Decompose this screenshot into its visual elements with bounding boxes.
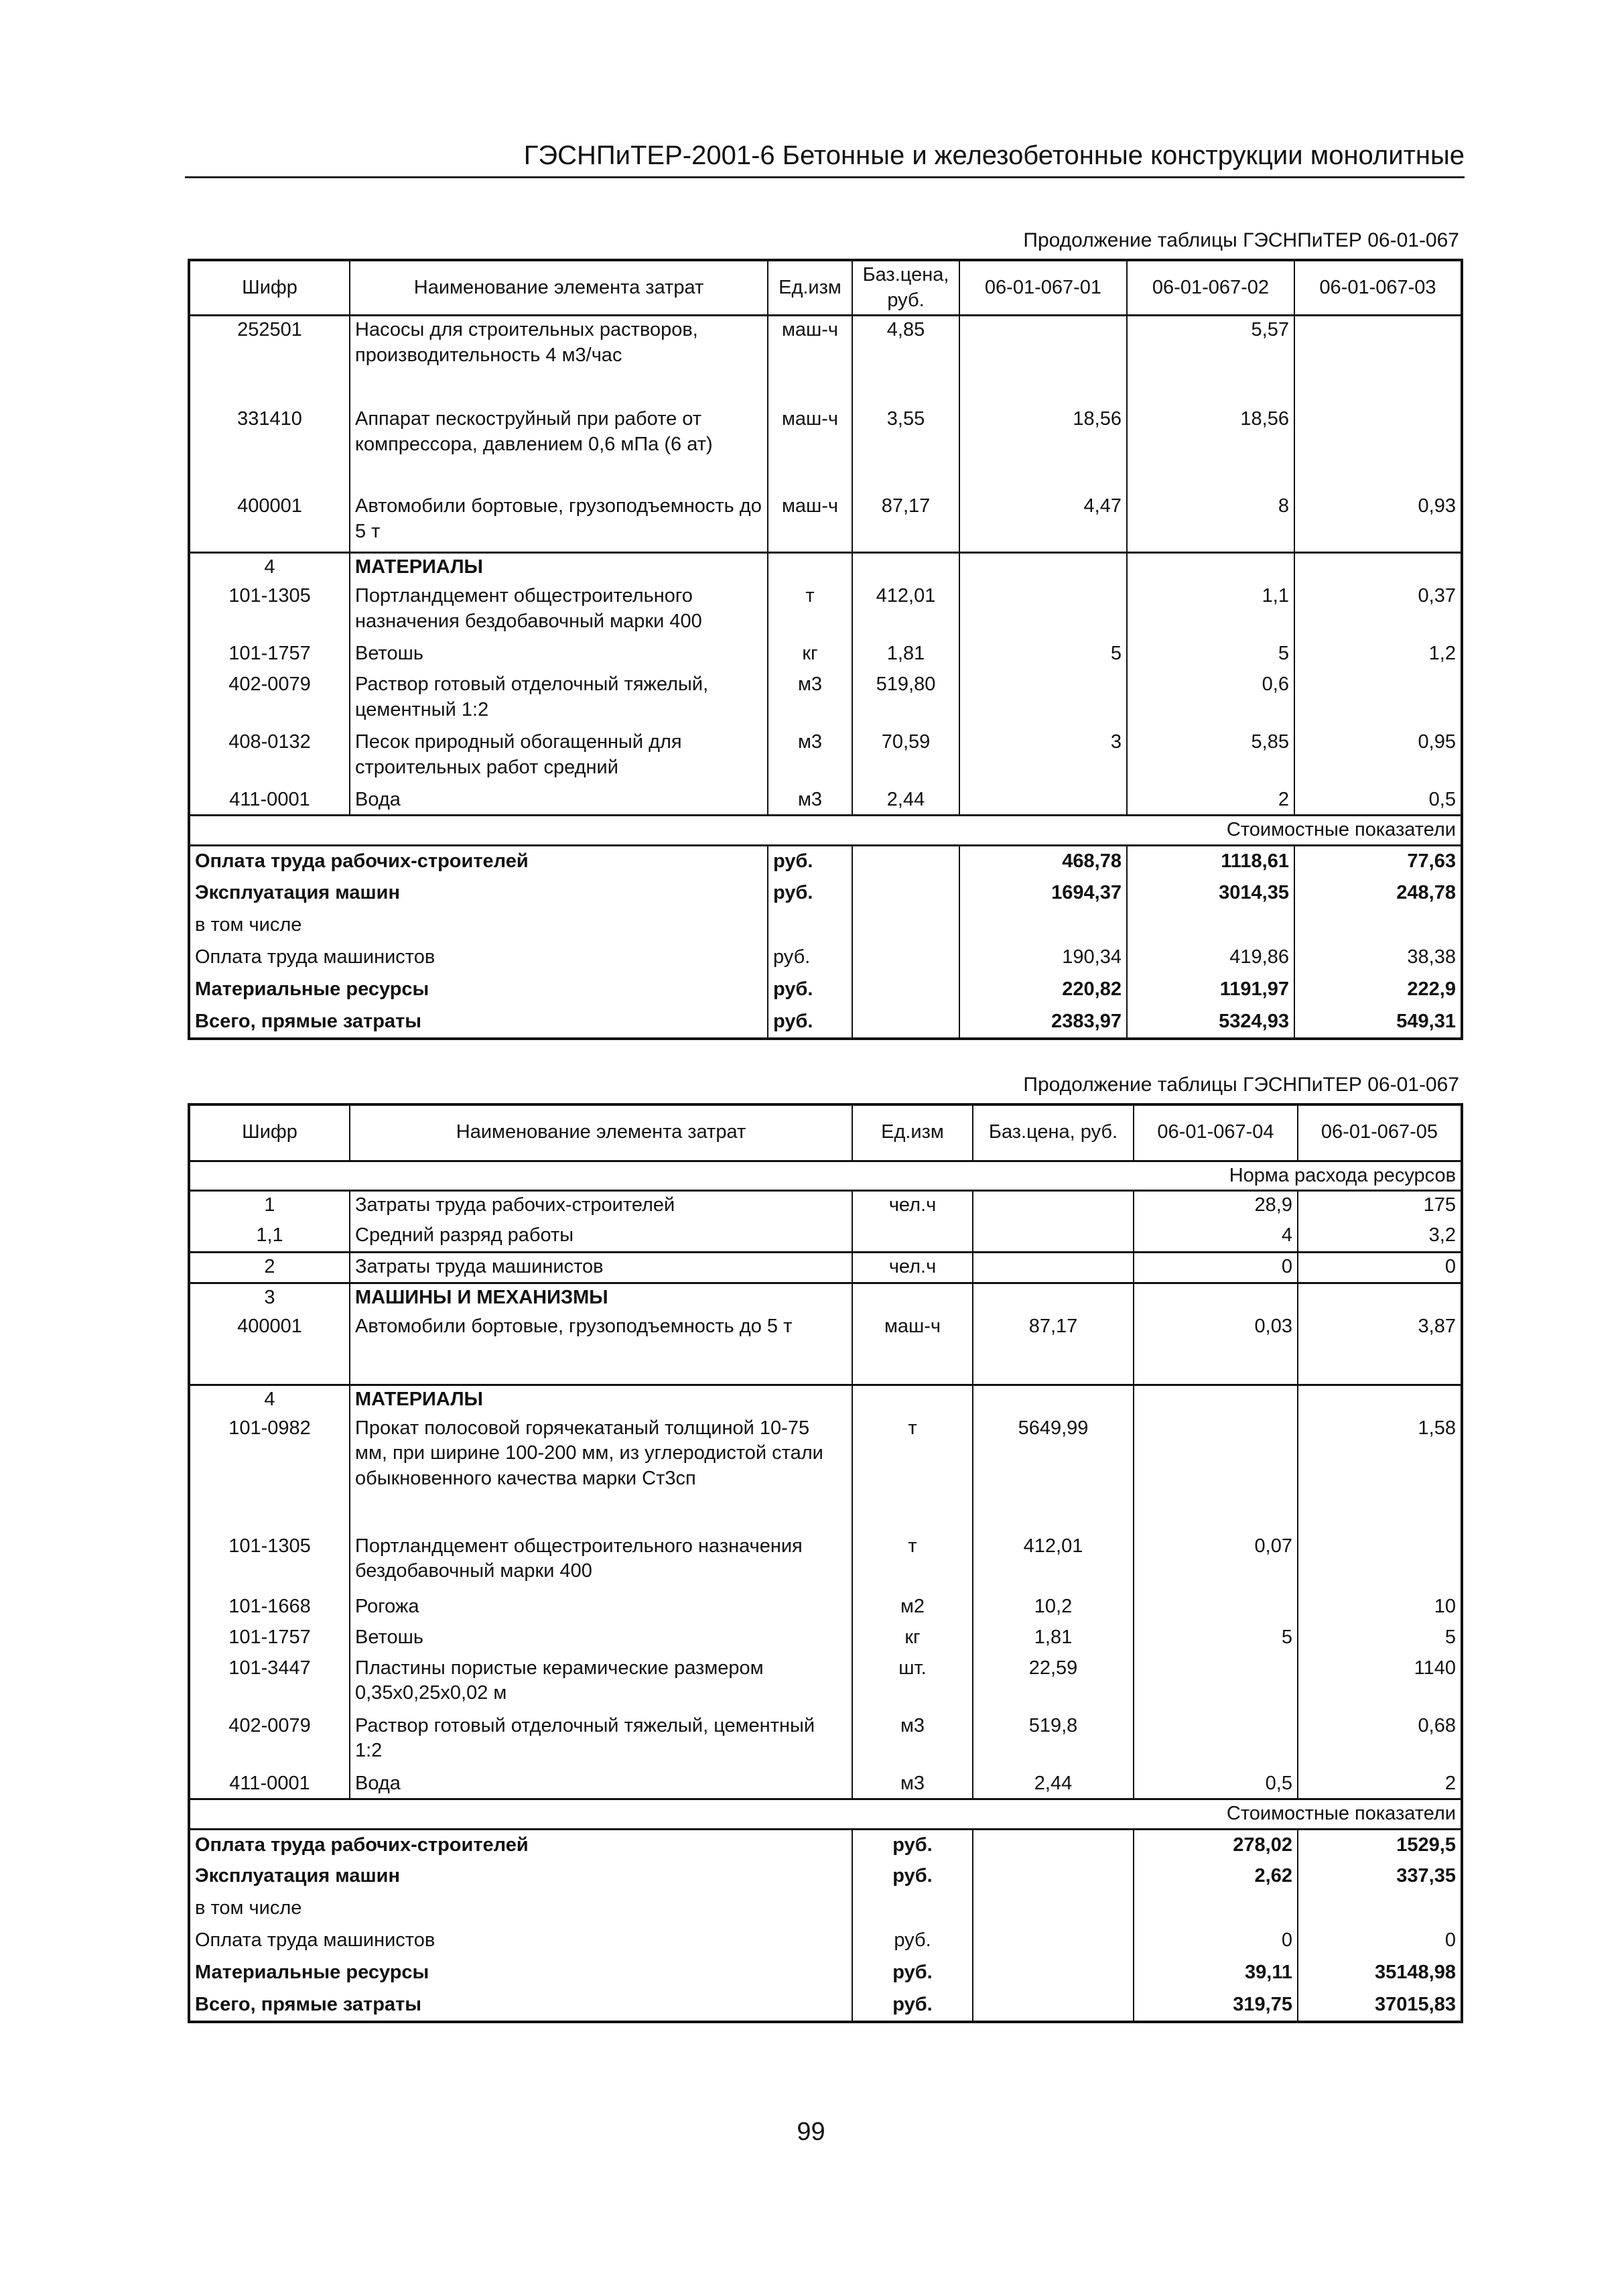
unit-cell: кг xyxy=(852,1624,973,1655)
value-cell: 1140 xyxy=(1298,1655,1462,1712)
empty-cell xyxy=(852,942,959,974)
cost-label: Оплата труда рабочих-строителей xyxy=(195,1834,529,1856)
name-cell: Портландцемент общестроительного назначения бездобавочный марки 400 xyxy=(350,582,768,640)
cost-label: Всего, прямые затраты xyxy=(195,1994,422,2016)
value-cell: 319,75 xyxy=(1134,1990,1298,2022)
cost-label: Материальные ресурсы xyxy=(195,1962,429,1984)
value-cell: 1118,61 xyxy=(1127,846,1294,878)
name-cell: Вода xyxy=(350,786,768,816)
page-number: 99 xyxy=(797,2118,825,2146)
code-cell: 408-0132 xyxy=(189,728,350,786)
section-label-row xyxy=(189,816,1462,846)
cost-label: Материальные ресурсы xyxy=(195,978,429,1000)
name-cell: Средний разряд работы xyxy=(350,1222,852,1253)
unit-cell: чел.ч xyxy=(852,1191,973,1222)
price-cell: 3,55 xyxy=(852,405,959,493)
code-cell: 101-0982 xyxy=(189,1415,350,1533)
value-cell: 77,63 xyxy=(1294,846,1462,878)
section-row xyxy=(189,553,1462,582)
value-cell: 468,78 xyxy=(959,846,1127,878)
name-cell: Прокат полосовой горячекатаный толщиной 10-75 мм, при ширине 100-200 мм, из углеродистой стали обыкновенного качества марки Ст3сп xyxy=(350,1415,852,1533)
value-cell: 18,56 xyxy=(1127,405,1294,493)
table1-caption: Продолжение таблицы ГЭСНПиТЕР 06-01-067 xyxy=(1023,229,1459,251)
page-header: ГЭСНПиТЕР-2001-6 Бетонные и железобетонные конструкции монолитные xyxy=(185,141,1465,178)
value-cell: 0 xyxy=(1298,1925,1462,1958)
unit-cell: маш-ч xyxy=(852,1313,973,1385)
unit-cell: руб. xyxy=(768,1007,852,1039)
empty-cell xyxy=(973,1283,1134,1313)
empty-cell xyxy=(852,1007,959,1039)
unit-cell: руб. xyxy=(768,846,852,878)
value-cell: 0,07 xyxy=(1134,1533,1298,1593)
code-cell: 331410 xyxy=(189,405,350,493)
value-cell: 3,2 xyxy=(1298,1222,1462,1253)
unit-cell: руб. xyxy=(852,1829,973,1861)
code-cell: 411-0001 xyxy=(189,1770,350,1799)
table2-caption: Продолжение таблицы ГЭСНПиТЕР 06-01-067 xyxy=(1023,1074,1459,1096)
col-header: 06-01-067-03 xyxy=(1294,260,1462,316)
unit-cell: маш-ч xyxy=(768,316,852,405)
col-header: Наименование элемента затрат xyxy=(350,260,768,316)
cost-row xyxy=(189,1829,1462,1861)
unit-cell xyxy=(768,910,852,942)
code-cell: 101-1757 xyxy=(189,1624,350,1655)
empty-cell xyxy=(973,1990,1134,2022)
value-cell: 0,6 xyxy=(1127,671,1294,728)
value-cell: 278,02 xyxy=(1134,1829,1298,1861)
price-cell: 70,59 xyxy=(852,728,959,786)
norm-section-label: Норма расхода ресурсов xyxy=(189,1161,1462,1191)
col-header: Ед.изм xyxy=(852,1104,973,1161)
code-cell: 400001 xyxy=(189,493,350,553)
unit-cell: т xyxy=(852,1533,973,1593)
value-cell: 35148,98 xyxy=(1298,1958,1462,1990)
table-row xyxy=(189,493,1462,553)
price-cell: 519,8 xyxy=(973,1712,1134,1770)
empty-cell xyxy=(1294,553,1462,582)
value-cell xyxy=(1134,1893,1298,1925)
value-cell: 5 xyxy=(1127,640,1294,671)
col-header: 06-01-067-02 xyxy=(1127,260,1294,316)
empty-cell xyxy=(973,1893,1134,1925)
table-row xyxy=(189,582,1462,640)
cost-row xyxy=(189,878,1462,910)
name-cell: Раствор готовый отделочный тяжелый, цементный 1:2 xyxy=(350,1712,852,1770)
unit-cell: руб. xyxy=(768,942,852,974)
name-cell: Ветошь xyxy=(350,1624,852,1655)
value-cell: 1,2 xyxy=(1294,640,1462,671)
unit-cell: т xyxy=(768,582,852,640)
price-cell: 412,01 xyxy=(973,1533,1134,1593)
col-header: Ед.изм xyxy=(768,260,852,316)
value-cell: 5,57 xyxy=(1127,316,1294,405)
name-cell: Вода xyxy=(350,1770,852,1799)
unit-cell: руб. xyxy=(852,1925,973,1958)
cost-label: Оплата труда рабочих-строителей xyxy=(195,850,529,873)
price-cell: 5649,99 xyxy=(973,1415,1134,1533)
cost-row xyxy=(189,974,1462,1007)
empty-cell xyxy=(852,878,959,910)
table1 xyxy=(188,259,1463,1040)
empty-cell xyxy=(1298,1283,1462,1313)
value-cell: 190,34 xyxy=(959,942,1127,974)
table-row xyxy=(189,1593,1462,1624)
cost-label: Оплата труда машинистов xyxy=(195,1929,435,1952)
value-cell xyxy=(1294,910,1462,942)
value-cell: 5,85 xyxy=(1127,728,1294,786)
code-cell: 402-0079 xyxy=(189,1712,350,1770)
cost-label: Всего, прямые затраты xyxy=(195,1010,422,1032)
empty-cell xyxy=(1134,1385,1298,1415)
col-header: Наименование элемента затрат xyxy=(350,1104,852,1161)
unit-cell: м3 xyxy=(852,1770,973,1799)
section-label-row xyxy=(189,1161,1462,1191)
cost-section-label: Стоимостные показатели xyxy=(189,816,1462,846)
cost-row xyxy=(189,942,1462,974)
code-cell: 3 xyxy=(189,1283,350,1313)
value-cell: 0 xyxy=(1298,1253,1462,1283)
value-cell xyxy=(1294,405,1462,493)
code-cell: 2 xyxy=(189,1253,350,1283)
value-cell xyxy=(1134,1593,1298,1624)
unit-cell: м3 xyxy=(768,671,852,728)
value-cell: 5 xyxy=(1134,1624,1298,1655)
unit-cell: шт. xyxy=(852,1655,973,1712)
name-cell: Рогожа xyxy=(350,1593,852,1624)
table-row xyxy=(189,786,1462,816)
value-cell xyxy=(1294,316,1462,405)
cost-section-label: Стоимостные показатели xyxy=(189,1799,1462,1830)
value-cell: 2 xyxy=(1298,1770,1462,1799)
unit-cell xyxy=(852,1893,973,1925)
cost-row xyxy=(189,1958,1462,1990)
empty-cell xyxy=(973,1385,1134,1415)
unit-cell: руб. xyxy=(852,1861,973,1893)
code-cell: 101-1305 xyxy=(189,1533,350,1593)
col-header: 06-01-067-04 xyxy=(1134,1104,1298,1161)
empty-cell xyxy=(973,1861,1134,1893)
value-cell: 0,93 xyxy=(1294,493,1462,553)
value-cell: 1,58 xyxy=(1298,1415,1462,1533)
empty-cell xyxy=(852,974,959,1007)
value-cell xyxy=(959,316,1127,405)
value-cell: 37015,83 xyxy=(1298,1990,1462,2022)
value-cell: 419,86 xyxy=(1127,942,1294,974)
value-cell: 222,9 xyxy=(1294,974,1462,1007)
unit-cell: м2 xyxy=(852,1593,973,1624)
value-cell: 1191,97 xyxy=(1127,974,1294,1007)
value-cell: 220,82 xyxy=(959,974,1127,1007)
price-cell: 87,17 xyxy=(852,493,959,553)
code-cell: 4 xyxy=(189,553,350,582)
col-header: 06-01-067-01 xyxy=(959,260,1127,316)
cost-row xyxy=(189,1893,1462,1925)
value-cell: 337,35 xyxy=(1298,1861,1462,1893)
table1-header-row xyxy=(189,260,1462,316)
code-cell: 101-3447 xyxy=(189,1655,350,1712)
code-cell: 4 xyxy=(189,1385,350,1415)
table-row xyxy=(189,1253,1462,1283)
value-cell: 5 xyxy=(959,640,1127,671)
table-row xyxy=(189,728,1462,786)
empty-cell xyxy=(852,910,959,942)
col-header: Шифр xyxy=(189,1104,350,1161)
code-cell: 411-0001 xyxy=(189,786,350,816)
value-cell xyxy=(1134,1712,1298,1770)
table-row xyxy=(189,316,1462,405)
col-header: Баз.цена, руб. xyxy=(852,260,959,316)
unit-cell: м3 xyxy=(768,786,852,816)
value-cell: 0,5 xyxy=(1294,786,1462,816)
value-cell: 0 xyxy=(1134,1253,1298,1283)
unit-cell: м3 xyxy=(768,728,852,786)
table-row xyxy=(189,1533,1462,1593)
empty-cell xyxy=(852,846,959,878)
section-row xyxy=(189,1385,1462,1415)
value-cell xyxy=(959,786,1127,816)
unit-cell xyxy=(852,1222,973,1253)
price-cell: 4,85 xyxy=(852,316,959,405)
value-cell: 2 xyxy=(1127,786,1294,816)
cost-row xyxy=(189,1861,1462,1893)
unit-cell: т xyxy=(852,1415,973,1533)
value-cell xyxy=(1127,910,1294,942)
code-cell: 1 xyxy=(189,1191,350,1222)
name-cell: Автомобили бортовые, грузоподъемность до 5 т xyxy=(350,1313,852,1385)
code-cell: 400001 xyxy=(189,1313,350,1385)
col-header: Шифр xyxy=(189,260,350,316)
value-cell: 0 xyxy=(1134,1925,1298,1958)
price-cell: 87,17 xyxy=(973,1313,1134,1385)
unit-cell: руб. xyxy=(852,1958,973,1990)
unit-cell: руб. xyxy=(768,974,852,1007)
value-cell: 175 xyxy=(1298,1191,1462,1222)
cost-label: в том числе xyxy=(195,913,302,936)
table-row xyxy=(189,1222,1462,1253)
value-cell xyxy=(1298,1533,1462,1593)
cost-row xyxy=(189,910,1462,942)
name-cell: Ветошь xyxy=(350,640,768,671)
name-cell: Затраты труда рабочих-строителей xyxy=(350,1191,852,1222)
value-cell: 10 xyxy=(1298,1593,1462,1624)
price-cell: 1,81 xyxy=(852,640,959,671)
price-cell: 412,01 xyxy=(852,582,959,640)
section-title: МАТЕРИАЛЫ xyxy=(350,1385,852,1415)
value-cell: 3 xyxy=(959,728,1127,786)
value-cell xyxy=(959,910,1127,942)
table-row xyxy=(189,1712,1462,1770)
value-cell xyxy=(1134,1655,1298,1712)
price-cell: 519,80 xyxy=(852,671,959,728)
value-cell: 0,68 xyxy=(1298,1712,1462,1770)
unit-cell: руб. xyxy=(768,878,852,910)
table-row xyxy=(189,640,1462,671)
value-cell: 248,78 xyxy=(1294,878,1462,910)
value-cell: 1529,5 xyxy=(1298,1829,1462,1861)
unit-cell: маш-ч xyxy=(768,405,852,493)
price-cell: 1,81 xyxy=(973,1624,1134,1655)
cost-row xyxy=(189,1007,1462,1039)
value-cell: 2383,97 xyxy=(959,1007,1127,1039)
empty-cell xyxy=(1134,1283,1298,1313)
empty-cell xyxy=(973,1829,1134,1861)
table-row xyxy=(189,405,1462,493)
value-cell xyxy=(1134,1415,1298,1533)
value-cell: 549,31 xyxy=(1294,1007,1462,1039)
value-cell: 1694,37 xyxy=(959,878,1127,910)
value-cell: 1,1 xyxy=(1127,582,1294,640)
code-cell: 1,1 xyxy=(189,1222,350,1253)
empty-cell xyxy=(852,1385,973,1415)
value-cell: 3,87 xyxy=(1298,1313,1462,1385)
section-label-row xyxy=(189,1799,1462,1830)
col-header: 06-01-067-05 xyxy=(1298,1104,1462,1161)
table-row xyxy=(189,1655,1462,1712)
name-cell: Портландцемент общестроительного назначения бездобавочный марки 400 xyxy=(350,1533,852,1593)
name-cell: Пластины пористые керамические размером 0,35х0,25х0,02 м xyxy=(350,1655,852,1712)
table2-header-row xyxy=(189,1104,1462,1161)
section-row xyxy=(189,1283,1462,1313)
table-row xyxy=(189,1191,1462,1222)
value-cell xyxy=(1294,671,1462,728)
empty-cell xyxy=(973,1925,1134,1958)
value-cell: 0,5 xyxy=(1134,1770,1298,1799)
value-cell: 28,9 xyxy=(1134,1191,1298,1222)
price-cell: 2,44 xyxy=(852,786,959,816)
value-cell: 4,47 xyxy=(959,493,1127,553)
empty-cell xyxy=(1298,1385,1462,1415)
unit-cell: м3 xyxy=(852,1712,973,1770)
value-cell: 0,95 xyxy=(1294,728,1462,786)
table2 xyxy=(188,1103,1463,2023)
value-cell: 2,62 xyxy=(1134,1861,1298,1893)
table-row xyxy=(189,671,1462,728)
unit-cell: маш-ч xyxy=(768,493,852,553)
name-cell: Песок природный обогащенный для строительных работ средний xyxy=(350,728,768,786)
value-cell: 18,56 xyxy=(959,405,1127,493)
name-cell: Насосы для строительных растворов, производительность 4 м3/час xyxy=(350,316,768,405)
price-cell: 2,44 xyxy=(973,1770,1134,1799)
value-cell: 8 xyxy=(1127,493,1294,553)
value-cell: 5324,93 xyxy=(1127,1007,1294,1039)
table-row xyxy=(189,1624,1462,1655)
name-cell: Затраты труда машинистов xyxy=(350,1253,852,1283)
code-cell: 402-0079 xyxy=(189,671,350,728)
value-cell: 3014,35 xyxy=(1127,878,1294,910)
code-cell: 101-1757 xyxy=(189,640,350,671)
name-cell: Аппарат пескоструйный при работе от компрессора, давлением 0,6 мПа (6 ат) xyxy=(350,405,768,493)
cost-row xyxy=(189,846,1462,878)
code-cell: 252501 xyxy=(189,316,350,405)
cost-label: Эксплуатация машин xyxy=(195,1865,401,1887)
empty-cell xyxy=(1127,553,1294,582)
name-cell: Раствор готовый отделочный тяжелый, цементный 1:2 xyxy=(350,671,768,728)
price-cell xyxy=(973,1222,1134,1253)
table-row xyxy=(189,1415,1462,1533)
table-row xyxy=(189,1313,1462,1385)
empty-cell xyxy=(768,553,852,582)
section-title: МАТЕРИАЛЫ xyxy=(350,553,768,582)
name-cell: Автомобили бортовые, грузоподъемность до 5 т xyxy=(350,493,768,553)
value-cell: 39,11 xyxy=(1134,1958,1298,1990)
cost-label: в том числе xyxy=(195,1897,302,1919)
col-header: Баз.цена, руб. xyxy=(973,1104,1134,1161)
value-cell xyxy=(959,582,1127,640)
price-cell xyxy=(973,1191,1134,1222)
cost-label: Оплата труда машинистов xyxy=(195,946,435,968)
value-cell: 0,37 xyxy=(1294,582,1462,640)
value-cell: 4 xyxy=(1134,1222,1298,1253)
empty-cell xyxy=(959,553,1127,582)
table-row xyxy=(189,1770,1462,1799)
value-cell: 38,38 xyxy=(1294,942,1462,974)
unit-cell: руб. xyxy=(852,1990,973,2022)
value-cell xyxy=(1298,1893,1462,1925)
value-cell: 0,03 xyxy=(1134,1313,1298,1385)
cost-row xyxy=(189,1990,1462,2022)
cost-row xyxy=(189,1925,1462,1958)
value-cell: 5 xyxy=(1298,1624,1462,1655)
empty-cell xyxy=(852,1283,973,1313)
price-cell: 22,59 xyxy=(973,1655,1134,1712)
price-cell xyxy=(973,1253,1134,1283)
empty-cell xyxy=(973,1958,1134,1990)
code-cell: 101-1305 xyxy=(189,582,350,640)
unit-cell: кг xyxy=(768,640,852,671)
value-cell xyxy=(959,671,1127,728)
section-title: МАШИНЫ И МЕХАНИЗМЫ xyxy=(350,1283,852,1313)
cost-label: Эксплуатация машин xyxy=(195,881,401,903)
empty-cell xyxy=(852,553,959,582)
price-cell: 10,2 xyxy=(973,1593,1134,1624)
unit-cell: чел.ч xyxy=(852,1253,973,1283)
code-cell: 101-1668 xyxy=(189,1593,350,1624)
